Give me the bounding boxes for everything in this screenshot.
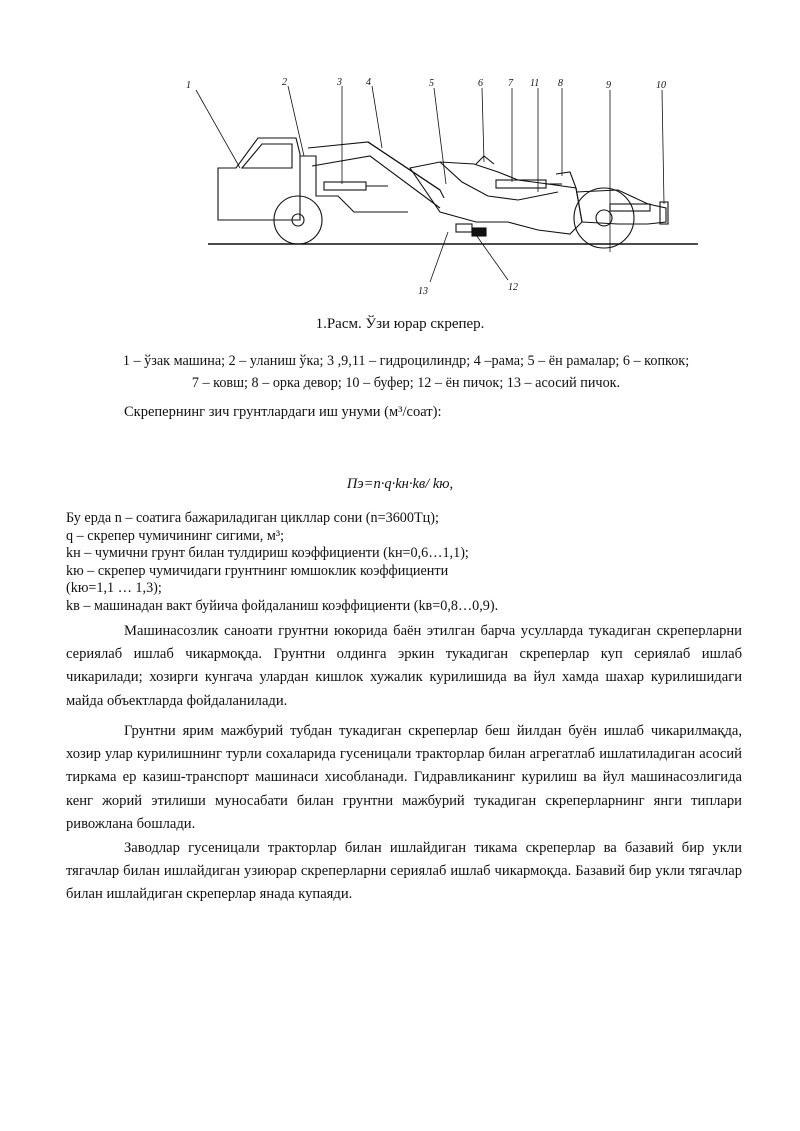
definition-line: (kю=1,1 … 1,3); [66,580,162,596]
productivity-formula: Пэ=n·q·kн·kв/ kю, [346,476,454,492]
callout-label: 11 [530,78,540,89]
callout-label: 12 [508,282,518,293]
definition-line: kю – скрепер чумичидаги грунтнинг юмшоклик коэффициенти [66,562,449,579]
figure-legend [66,350,746,394]
callout-label: 9 [606,80,611,91]
formula-intro: Скрепернинг зич грунтлардаги иш унуми (м³/соат): [124,404,442,420]
paragraph-text: Машинасозлик саноати грунтни юкорида баён этилган барча усулларда тукадиган скреперларни сериялаб ишлаб чикармоқда. Грунтни олдинга эркин тукадиган скреперлар куп сериялаб ишлаб чикарилади; хозирги кунгача улардан кишлок хужалик курилишида ва йул хамда шахар курилишидаги майда объектларда фойдаланилади. [66,623,742,709]
callout-label: 3 [337,77,342,88]
formula-definitions [66,510,746,615]
legend-line: 7 – ковш; 8 – орка девор; 10 – буфер; 12 – ён пичок; 13 – асосий пичок. [191,375,621,391]
paragraph-text: Заводлар гусеницали тракторлар билан ишлайдиган тикама скреперлар ва базавий бир укли тягачлар билан ишлайдиган узиюрар скреперларни сериялаб ишлаб чикармоқда. Базавий бир укли тягачлар билан ишлайдиган скреперлар янада купаяди. [66,840,742,903]
callout-label: 5 [429,78,434,89]
callout-label: 1 [186,80,191,91]
figure-caption: 1.Расм. Ўзи юрар скрепер. [315,316,485,332]
definition-line: Бу ерда n – соатига бажариладиган цикллар сони (n=3600Тц); [66,510,439,526]
callout-label: 6 [478,78,483,89]
callout-label: 7 [508,78,513,89]
callout-label: 10 [656,80,666,91]
definition-line: kн – чумични грунт билан тулдириш коэффициенти (kн=0,6…1,1); [66,545,469,561]
callout-label: 2 [282,77,287,88]
legend-line: 1 – ўзак машина; 2 – уланиш ўка; 3 ,9,11 – гидроцилиндр; 4 –рама; 5 – ён рамалар; 6 – копкок; [122,353,690,369]
definition-line: q – скрепер чумичининг сигими, м³; [66,527,285,544]
callout-label: 8 [558,78,563,89]
definition-line: kв – машинадан вакт буйича фойдаланиш коэффициенти (kв=0,8…0,9). [66,597,499,614]
body-paragraph [66,720,742,836]
paragraph-text: Грунтни ярим мажбурий тубдан тукадиган скреперлар беш йилдан буён ишлаб чикарилмақда, хозир улар курилишнинг турли сохаларида гусеницали тракторлар билан агрегатлаб ишлатиладиган асосий тиркама ер казиш-транспорт машинаси хисобланади. Гидравликанинг курилиш ва йул машинасозлигида кенг жорий этилиши муносабати билан грунтни мажбурий тукадиган скреперларнинг янги типлари ривожлана бошлади. [66,723,742,832]
body-paragraph [66,837,742,907]
callout-label: 4 [366,77,371,88]
scraper-diagram [178,72,698,300]
callout-label: 13 [418,286,428,297]
body-paragraph [66,620,742,713]
